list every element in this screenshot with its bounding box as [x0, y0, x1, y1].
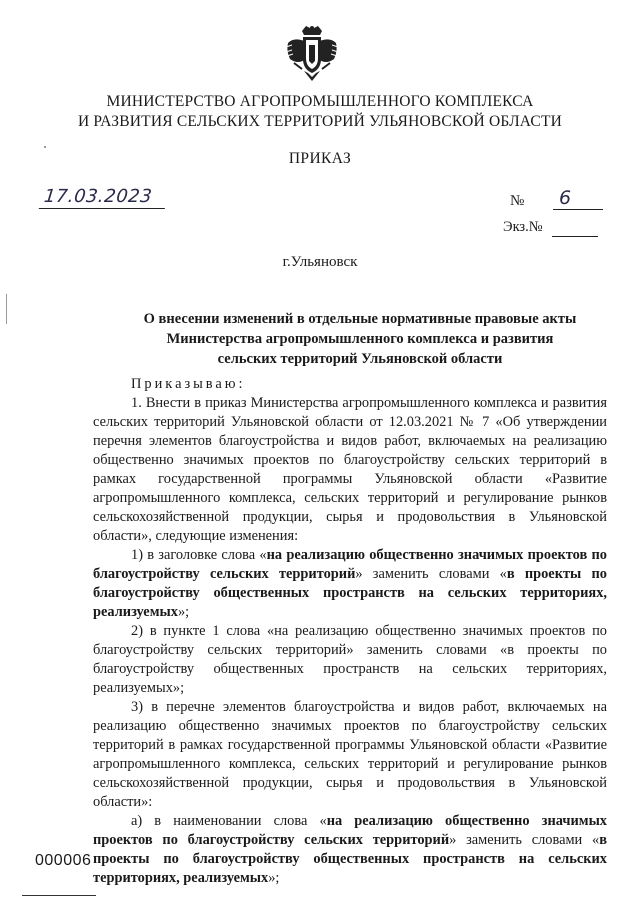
- order-number-value: 6: [553, 187, 603, 210]
- copy-number-blank: [552, 236, 598, 237]
- footer-divider: [22, 895, 96, 896]
- copy-number-label: Экз.№: [503, 219, 543, 235]
- order-subject: [95, 309, 625, 369]
- order-body: [93, 375, 607, 888]
- city-name: г.Ульяновск: [282, 254, 358, 270]
- order-date: 17.03.2023: [39, 186, 167, 209]
- order-word: Приказываю:: [131, 376, 246, 392]
- paragraph-1-3-a: а) в наименовании слова «на реализацию общественно значимых проектов по благоустройству сельских территорий» заменить словами «в проекты по благоустройству общественных пространств на сельских территориях, реализуемых»;: [93, 813, 608, 886]
- scan-margin-mark: [6, 294, 7, 324]
- paragraph-1-2: 2) в пункте 1 слова «на реализацию общественно значимых проектов по благоустройству сельских территорий» заменить словами «в проекты по благоустройству общественных пространств на сельских территориях, реализуемых»;: [93, 623, 607, 696]
- coat-of-arms-icon: [284, 25, 340, 83]
- paragraph-1-3: 3) в перечне элементов благоустройства и видов работ, включаемых на реализацию общественно значимых проектов по благоустройству сельских территорий в рамках государственной программы Ульяновской области «Развитие агропромышленного комплекса, сельских территорий и регулирование рынков сельскохозяйственной продукции, сырья и продовольствия в Ульяновской области»:: [93, 699, 607, 810]
- order-title: ПРИКАЗ: [288, 150, 352, 167]
- ministry-name-line1: МИНИСТЕРСТВО АГРОПРОМЫШЛЕННОГО КОМПЛЕКСА: [106, 93, 534, 110]
- paragraph-1: 1. Внести в приказ Министерства агропромышленного комплекса и развития сельских территорий Ульяновской области от 12.03.2021 № 7 «Об утверждении перечня элементов благоустройства и видов работ, включаемых на реализацию общественно значимых проектов по благоустройству сельских территорий в рамках государственной программы Ульяновской области «Развитие агропромышленного комплекса, сельских территорий и регулирование рынков сельскохозяйственной продукции, сырья и продовольствия в Ульяновской области», следующие изменения:: [93, 395, 607, 544]
- paragraph-1-1: 1) в заголовке слова «на реализацию общественно значимых проектов по благоустройству сельских территорий» заменить словами «в проекты по благоустройству общественных пространств на сельских территориях, реализуемых»;: [93, 547, 607, 620]
- scan-dot: [44, 146, 46, 148]
- subject-line2: Министерства агропромышленного комплекса и развития: [166, 331, 554, 347]
- ministry-name-line2: И РАЗВИТИЯ СЕЛЬСКИХ ТЕРРИТОРИЙ УЛЬЯНОВСКОЙ ОБЛАСТИ: [77, 113, 563, 130]
- subject-line3: сельских территорий Ульяновской области: [217, 351, 503, 367]
- document-code: 000006: [35, 852, 92, 869]
- order-number-label: №: [510, 193, 525, 209]
- subject-line1: О внесении изменений в отдельные нормативные правовые акты: [143, 311, 577, 327]
